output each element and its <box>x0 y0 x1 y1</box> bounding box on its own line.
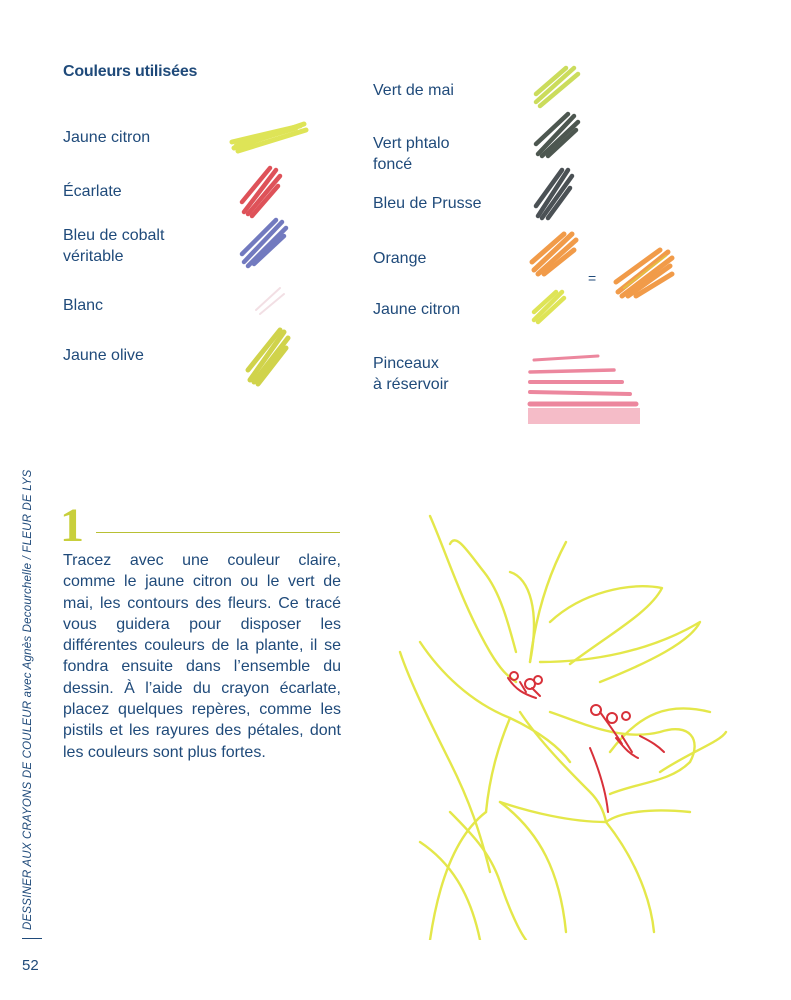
color-label-jaune-olive: Jaune olive <box>63 347 144 364</box>
step-divider <box>96 532 340 533</box>
page-number: 52 <box>22 957 39 974</box>
color-label-ecarlate: Écarlate <box>63 183 122 200</box>
color-label-vert-phtalo: Vert phtalo foncé <box>373 135 450 173</box>
step-instructions: Tracez avec une couleur claire, comme le jaune citron ou le vert de mai, les contours des fleurs. Ce tracé vous guidera pour disposer les différentes couleurs de la plante, il se fondra ensuite dans l’ensemble du dessin. À l’aide du crayon écarlate, placez quelques repères, comme les pistils et les rayures des pétales, dont les couleurs sont plus fortes. <box>63 552 341 761</box>
swatch-vert-de-mai <box>530 62 582 110</box>
color-label-vert-de-mai: Vert de mai <box>373 82 454 99</box>
color-label-blanc: Blanc <box>63 297 104 314</box>
swatch-jaune-citron-2 <box>528 286 570 326</box>
swatch-orange-result <box>610 244 680 300</box>
color-label-orange: Orange <box>373 250 427 267</box>
swatch-orange <box>526 228 582 278</box>
swatch-bleu-prusse <box>530 164 578 222</box>
running-head-rule <box>22 938 42 939</box>
swatch-jaune-olive <box>240 324 296 388</box>
color-label-bleu-cobalt: Bleu de cobalt véritable <box>63 227 165 265</box>
color-label-jaune-citron-2: Jaune citron <box>373 301 461 318</box>
swatch-ecarlate <box>236 162 286 220</box>
swatch-vert-phtalo <box>530 108 582 160</box>
equals-sign: = <box>588 270 597 286</box>
section-title: Couleurs utilisées <box>63 63 198 80</box>
swatch-bleu-cobalt <box>236 214 292 270</box>
color-label-jaune-citron: Jaune citron <box>63 129 151 146</box>
swatch-pinceaux <box>524 352 648 428</box>
step-number: 1 <box>60 499 84 552</box>
swatch-jaune-citron <box>226 118 312 158</box>
swatch-blanc <box>250 280 290 320</box>
color-label-pinceaux: Pinceaux à réservoir <box>373 355 449 393</box>
running-head: DESSINER AUX CRAYONS DE COULEUR avec Agnès Decourchelle / FLEUR DE LYS <box>22 469 34 930</box>
lily-sketch-illustration <box>390 512 730 940</box>
color-label-bleu-prusse: Bleu de Prusse <box>373 195 482 212</box>
